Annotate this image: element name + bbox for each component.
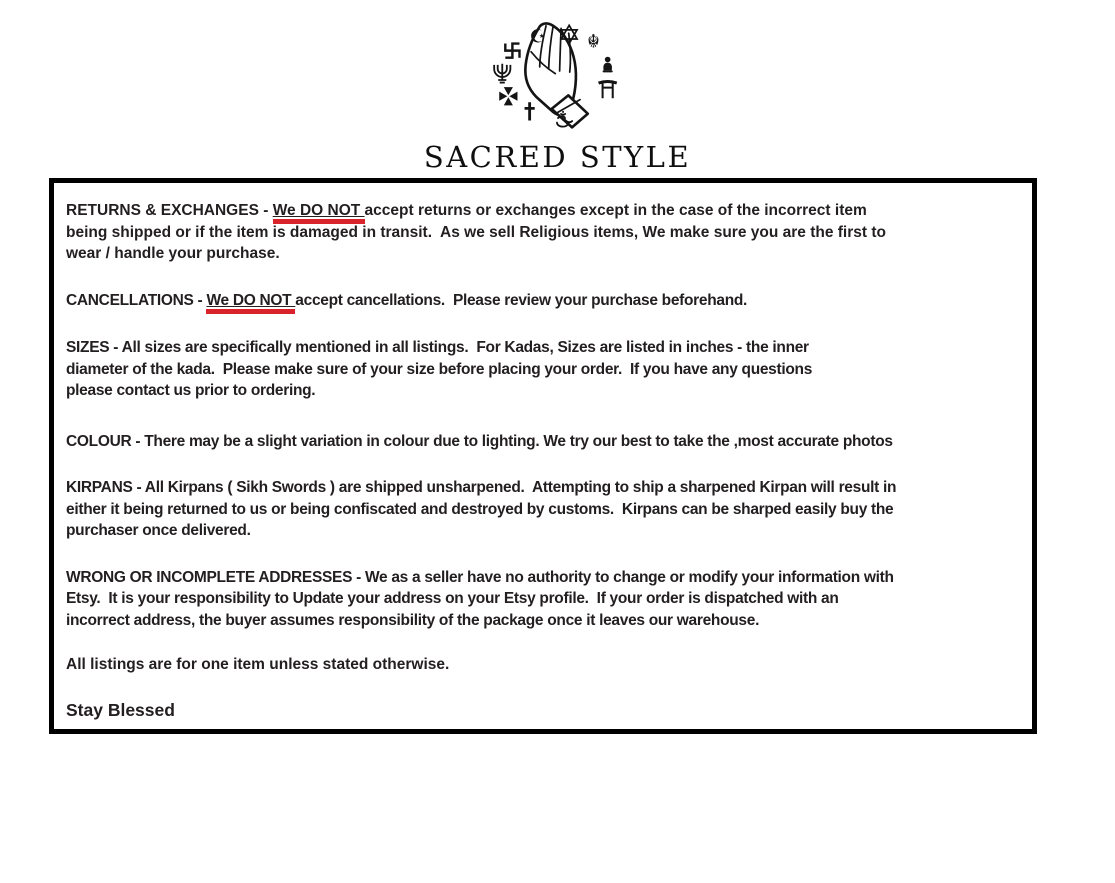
- sizes-line-3: please contact us prior to ordering.: [66, 382, 316, 399]
- seated-figure-icon: [602, 57, 612, 73]
- colour-paragraph: [66, 431, 1022, 453]
- sizes-paragraph: [66, 337, 1022, 402]
- praying-hands-logo: [482, 16, 634, 142]
- returns-prefix: RETURNS & EXCHANGES -: [66, 202, 273, 219]
- cancellations-prefix: CANCELLATIONS -: [66, 291, 207, 309]
- addresses-line-2: Etsy. It is your responsibility to Update your address on your Etsy profile. If your order is dispatched with an: [66, 590, 839, 607]
- returns-exchanges-paragraph: [66, 200, 1022, 265]
- one-item-note-paragraph: [66, 654, 1022, 676]
- kirpans-line-1: KIRPANS - All Kirpans ( Sikh Swords ) are shipped unsharpened. Attempting to ship a sharpened Kirpan will result in: [66, 479, 897, 496]
- khanda-icon: ☬: [586, 31, 600, 53]
- brand-logo: [0, 16, 1115, 174]
- returns-line-3: wear / handle your purchase.: [66, 245, 280, 262]
- colour-line: COLOUR - There may be a slight variation in colour due to lighting. We try our best to take the ,most accurate photos: [66, 432, 893, 450]
- returns-line-1: [66, 200, 1022, 222]
- swastika-icon: [505, 44, 519, 58]
- cross-pattee-icon: [499, 87, 517, 105]
- returns-suffix: accept returns or exchanges except in the case of the incorrect item: [364, 202, 867, 219]
- sizes-line-1: SIZES - All sizes are specifically mentioned in all listings. For Kadas, Sizes are listed in inches - the inner: [66, 339, 809, 356]
- one-item-note: All listings are for one item unless stated otherwise.: [66, 656, 450, 673]
- returns-we-do-not-highlight: We DO NOT: [272, 202, 365, 219]
- cancellations-we-do-not-highlight: We DO NOT: [206, 291, 296, 309]
- torii-gate-icon: [598, 82, 616, 99]
- kirpans-paragraph: [66, 477, 1022, 542]
- addresses-line-1: WRONG OR INCOMPLETE ADDRESSES - We as a seller have no authority to change or modify your information with: [66, 568, 894, 586]
- wrong-addresses-paragraph: [66, 567, 1022, 632]
- addresses-line-3: incorrect address, the buyer assumes responsibility of the package once it leaves our warehouse.: [66, 611, 760, 629]
- kirpans-line-3: purchaser once delivered.: [66, 522, 251, 539]
- signoff-text: Stay Blessed: [66, 699, 175, 720]
- signoff-paragraph: [66, 698, 1022, 722]
- latin-cross-icon: [524, 102, 534, 120]
- cancellations-suffix: accept cancellations. Please review your purchase beforehand.: [295, 291, 748, 309]
- policy-panel: [49, 178, 1037, 734]
- star-and-crescent-icon: ☪: [529, 26, 546, 48]
- kirpans-line-2: either it being returned to us or being confiscated and destroyed by customs. Kirpans can be sharped easily buy the: [66, 500, 894, 518]
- cancellations-paragraph: [66, 290, 1022, 312]
- menorah-icon: [494, 64, 510, 83]
- cancellations-line: [66, 290, 1022, 312]
- brand-name: SACRED STYLE: [423, 140, 692, 174]
- returns-line-2: being shipped or if the item is damaged in transit. As we sell Religious items, We make sure you are the first to: [66, 223, 886, 241]
- sizes-line-2: diameter of the kada. Please make sure of your size before placing your order. If you have any questions: [66, 360, 813, 378]
